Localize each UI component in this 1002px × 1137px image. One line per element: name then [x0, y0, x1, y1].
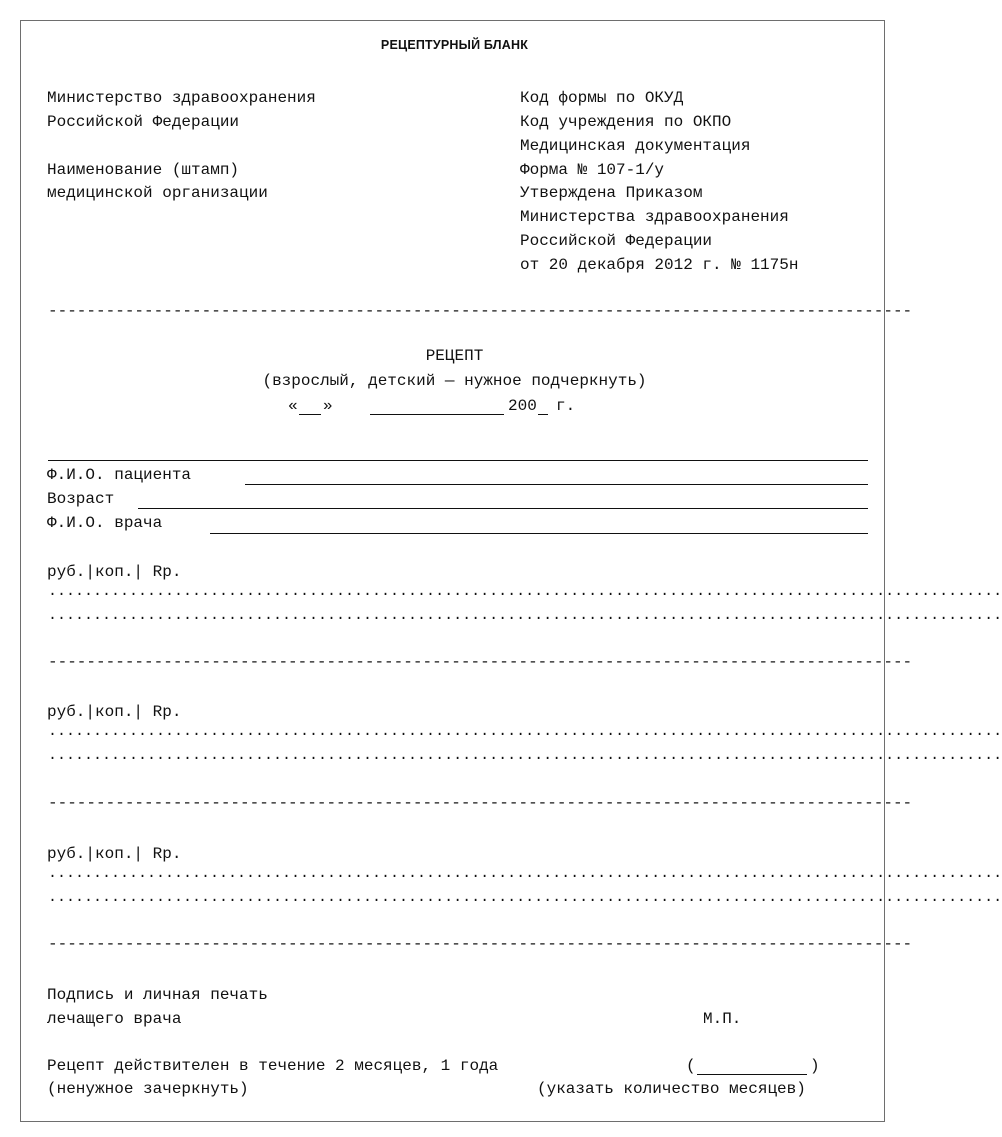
recipe-heading: РЕЦЕПТ — [425, 347, 484, 365]
date-close-quote: » — [323, 397, 333, 415]
age-label: Возраст — [47, 490, 115, 508]
doctor-name-label: Ф.И.О. врача — [47, 514, 163, 532]
signature-label-line2: лечащего врача — [47, 1010, 182, 1028]
validity-text: Рецепт действителен в течение 2 месяцев, 1 года — [47, 1057, 499, 1075]
validity-open-paren: ( — [686, 1057, 696, 1075]
seal-label: М.П. — [703, 1010, 742, 1028]
order-date: от 20 декабря 2012 г. № 1175н — [520, 256, 799, 274]
cross-out-note: (ненужное зачеркнуть) — [47, 1080, 249, 1098]
stamp-line1: Наименование (штамп) — [47, 161, 240, 179]
rp-section-2-label: руб.|коп.| Rp. — [47, 703, 182, 721]
form-title: РЕЦЕПТУРНЫЙ БЛАНК — [380, 38, 529, 52]
rp-section-2-dotline-2[interactable]: .......................................................................................................... — [48, 747, 1002, 764]
validity-close-paren: ) — [810, 1057, 820, 1075]
rp-section-1-dotline-2[interactable]: .......................................................................................................... — [48, 607, 1002, 624]
months-note: (указать количество месяцев) — [537, 1080, 806, 1098]
rp-section-3-dotline-2[interactable]: .......................................................................................................... — [48, 889, 1002, 906]
recipe-type-note: (взрослый, детский — нужное подчеркнуть) — [262, 372, 647, 390]
approved-by-order: Утверждена Приказом — [520, 184, 703, 202]
signature-label-line1: Подпись и личная печать — [47, 986, 268, 1004]
okud-code-label: Код формы по ОКУД — [520, 89, 684, 107]
ministry-line2: Российской Федерации — [47, 113, 240, 131]
patient-block-top-rule — [48, 460, 868, 461]
dashed-separator: ------------------------------------------------------------------------------------------ — [48, 935, 913, 953]
date-day-blank[interactable] — [299, 414, 321, 415]
patient-name-field[interactable] — [245, 484, 868, 485]
rp-section-1-label: руб.|коп.| Rp. — [47, 563, 182, 581]
okpo-code-label: Код учреждения по ОКПО — [520, 113, 732, 131]
stamp-line2: медицинской организации — [47, 184, 268, 202]
year-suffix: г. — [556, 397, 576, 415]
date-open-quote: « — [288, 397, 298, 415]
rp-section-2-dotline-1[interactable]: .......................................................................................................... — [48, 723, 1002, 740]
rp-section-3-label: руб.|коп.| Rp. — [47, 845, 182, 863]
date-month-blank[interactable] — [370, 414, 504, 415]
rp-section-3-dotline-1[interactable]: .......................................................................................................... — [48, 865, 1002, 882]
year-prefix: 200 — [508, 397, 537, 415]
age-field[interactable] — [138, 508, 868, 509]
federation-name: Российской Федерации — [520, 232, 713, 250]
dashed-separator: ------------------------------------------------------------------------------------------ — [48, 302, 913, 320]
ministry-line1: Министерство здравоохранения — [47, 89, 316, 107]
dashed-separator: ------------------------------------------------------------------------------------------ — [48, 653, 913, 671]
rp-section-1-dotline-1[interactable]: .......................................................................................................... — [48, 583, 1002, 600]
ministry-name: Министерства здравоохранения — [520, 208, 789, 226]
doctor-name-field[interactable] — [210, 533, 868, 534]
patient-name-label: Ф.И.О. пациента — [47, 466, 192, 484]
months-count-field[interactable] — [697, 1074, 807, 1075]
medical-docs-label: Медицинская документация — [520, 137, 751, 155]
form-number: Форма № 107-1/у — [520, 161, 665, 179]
year-digit-blank[interactable] — [538, 414, 548, 415]
dashed-separator: ------------------------------------------------------------------------------------------ — [48, 794, 913, 812]
